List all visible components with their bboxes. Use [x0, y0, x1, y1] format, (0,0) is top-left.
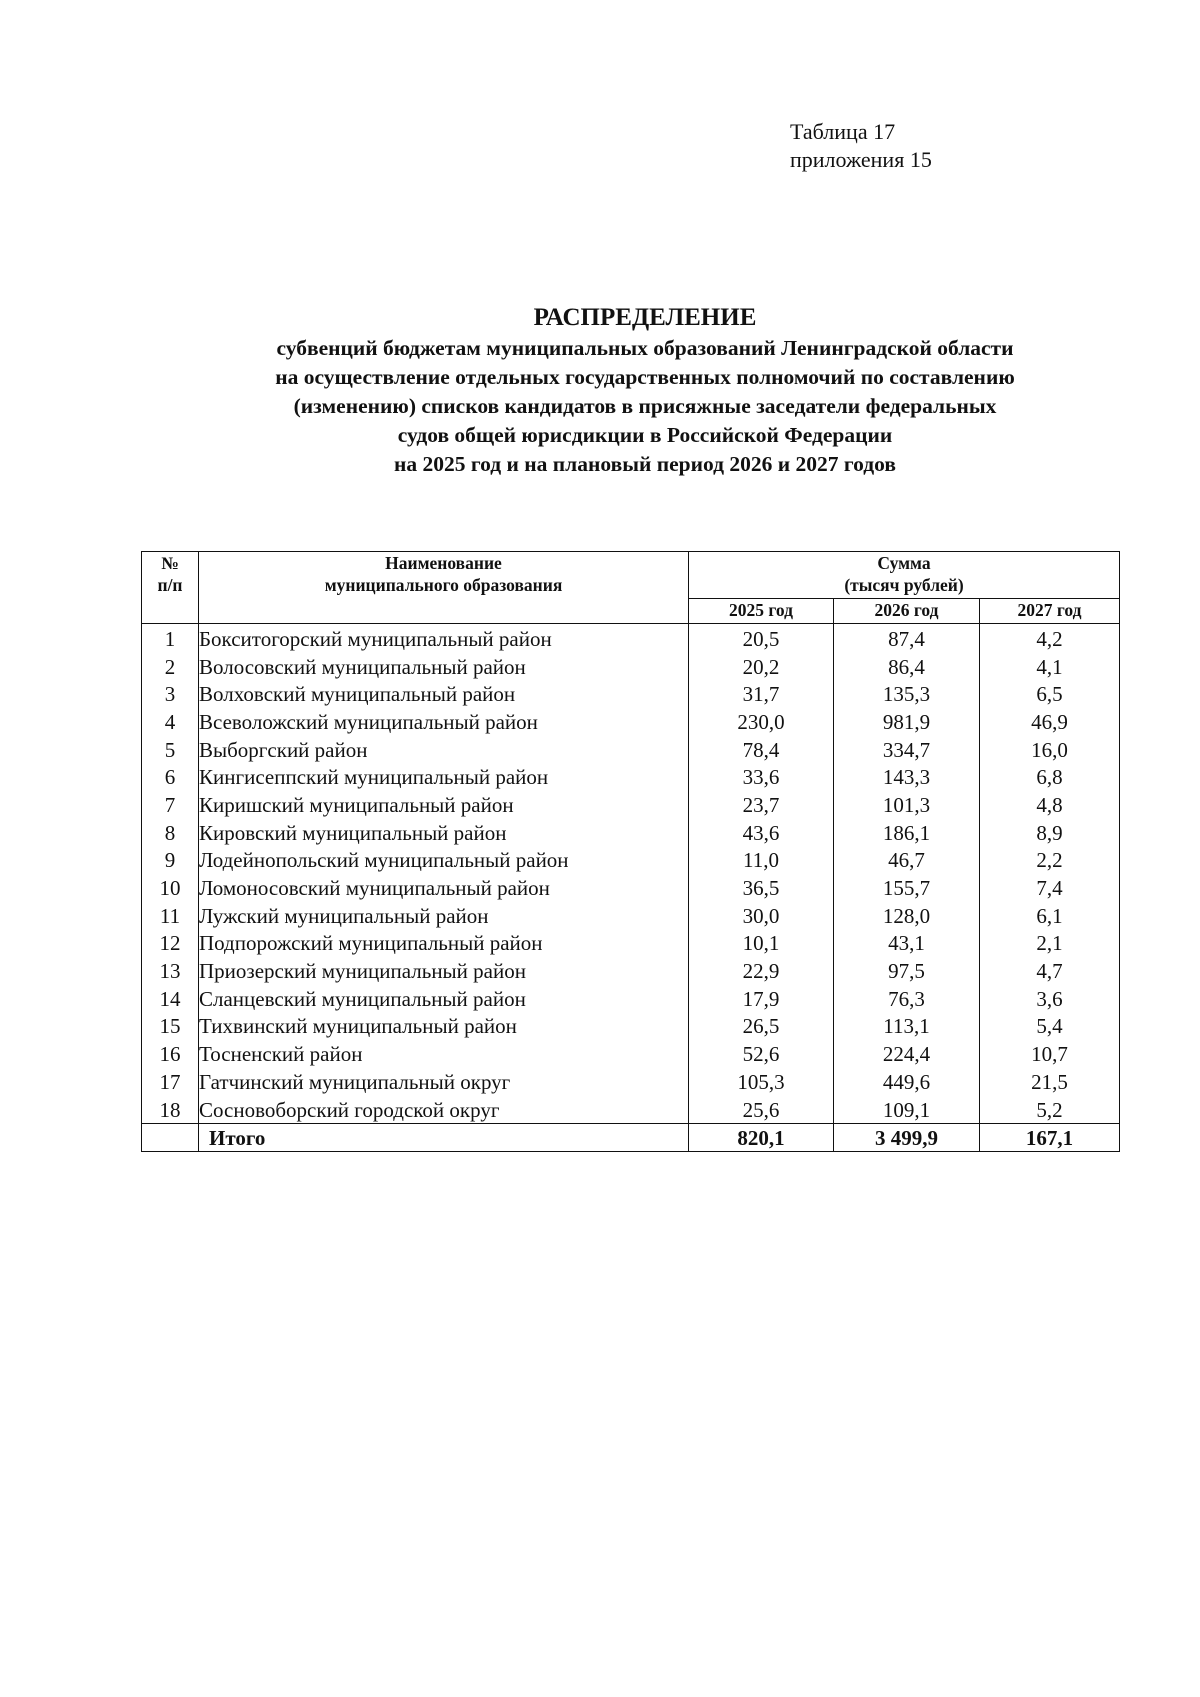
amount-2025: 17,9 [689, 985, 834, 1013]
row-number: 18 [142, 1096, 199, 1124]
municipality-name: Всеволожский муниципальный район [199, 708, 689, 736]
amount-2027: 4,7 [980, 957, 1120, 985]
header-year-2027: 2027 год [980, 599, 1120, 624]
amount-2027: 4,2 [980, 624, 1120, 653]
total-2025: 820,1 [689, 1124, 834, 1152]
row-number: 3 [142, 680, 199, 708]
row-number: 9 [142, 847, 199, 875]
row-number: 2 [142, 653, 199, 681]
amount-2025: 30,0 [689, 902, 834, 930]
row-number: 10 [142, 874, 199, 902]
amount-2027: 21,5 [980, 1068, 1120, 1096]
subtitle-line-4: судов общей юрисдикции в Российской Федерации [397, 423, 893, 447]
municipality-name: Сланцевский муниципальный район [199, 985, 689, 1013]
amount-2025: 20,5 [689, 624, 834, 653]
amount-2025: 31,7 [689, 680, 834, 708]
table-row [142, 1013, 1120, 1041]
total-2027: 167,1 [980, 1124, 1120, 1152]
table-row [142, 985, 1120, 1013]
appendix-reference: приложения 15 [790, 147, 932, 172]
header-number-abbrev: п/п [157, 575, 183, 595]
amount-2026: 113,1 [834, 1013, 980, 1041]
table-row [142, 708, 1120, 736]
row-number: 8 [142, 819, 199, 847]
amount-2026: 135,3 [834, 680, 980, 708]
amount-2027: 2,2 [980, 847, 1120, 875]
row-number: 6 [142, 763, 199, 791]
subtitle-line-2: на осуществление отдельных государственных полномочий по составлению [275, 365, 1015, 389]
amount-2026: 97,5 [834, 957, 980, 985]
header-sum [689, 552, 1120, 599]
table-row [142, 624, 1120, 653]
municipality-name: Лужский муниципальный район [199, 902, 689, 930]
municipality-name: Подпорожский муниципальный район [199, 930, 689, 958]
amount-2027: 5,4 [980, 1013, 1120, 1041]
table-footer [142, 1124, 1120, 1152]
header-number [142, 552, 199, 624]
municipality-name: Тихвинский муниципальный район [199, 1013, 689, 1041]
header-number-symbol: № [161, 553, 179, 573]
distribution-table [141, 551, 1120, 1152]
table-row [142, 653, 1120, 681]
row-number: 15 [142, 1013, 199, 1041]
amount-2026: 109,1 [834, 1096, 980, 1124]
header-name [199, 552, 689, 624]
amount-2026: 101,3 [834, 791, 980, 819]
row-number: 17 [142, 1068, 199, 1096]
row-number: 7 [142, 791, 199, 819]
municipality-name: Ломоносовский муниципальный район [199, 874, 689, 902]
header-sum-line-1: Сумма [877, 553, 931, 573]
table-row [142, 847, 1120, 875]
amount-2025: 11,0 [689, 847, 834, 875]
row-number: 14 [142, 985, 199, 1013]
table-row [142, 819, 1120, 847]
table-header [142, 552, 1120, 624]
municipality-name: Бокситогорский муниципальный район [199, 624, 689, 653]
document-heading [140, 302, 1150, 479]
row-number: 11 [142, 902, 199, 930]
amount-2025: 52,6 [689, 1040, 834, 1068]
municipality-name: Гатчинский муниципальный округ [199, 1068, 689, 1096]
amount-2025: 20,2 [689, 653, 834, 681]
amount-2026: 46,7 [834, 847, 980, 875]
municipality-name: Выборгский район [199, 736, 689, 764]
page-title: РАСПРЕДЕЛЕНИЕ [533, 304, 757, 331]
amount-2027: 46,9 [980, 708, 1120, 736]
amount-2027: 10,7 [980, 1040, 1120, 1068]
total-label: Итого [199, 1124, 689, 1152]
municipality-name: Приозерский муниципальный район [199, 957, 689, 985]
municipality-name: Кировский муниципальный район [199, 819, 689, 847]
table-row [142, 736, 1120, 764]
total-2026: 3 499,9 [834, 1124, 980, 1152]
amount-2026: 86,4 [834, 653, 980, 681]
municipality-name: Киришский муниципальный район [199, 791, 689, 819]
header-year-2025: 2025 год [689, 599, 834, 624]
amount-2025: 43,6 [689, 819, 834, 847]
amount-2026: 143,3 [834, 763, 980, 791]
total-number-cell [142, 1124, 199, 1152]
amount-2025: 33,6 [689, 763, 834, 791]
amount-2027: 3,6 [980, 985, 1120, 1013]
header-name-line-1: Наименование [385, 553, 502, 573]
amount-2026: 981,9 [834, 708, 980, 736]
municipality-name: Волосовский муниципальный район [199, 653, 689, 681]
amount-2026: 224,4 [834, 1040, 980, 1068]
amount-2025: 22,9 [689, 957, 834, 985]
row-number: 4 [142, 708, 199, 736]
row-number: 13 [142, 957, 199, 985]
municipality-name: Волховский муниципальный район [199, 680, 689, 708]
header-year-2026: 2026 год [834, 599, 980, 624]
subtitle-line-3: (изменению) списков кандидатов в присяжные заседатели федеральных [293, 394, 997, 418]
amount-2026: 128,0 [834, 902, 980, 930]
row-number: 1 [142, 624, 199, 653]
amount-2025: 78,4 [689, 736, 834, 764]
amount-2027: 16,0 [980, 736, 1120, 764]
amount-2027: 4,8 [980, 791, 1120, 819]
table-row [142, 763, 1120, 791]
amount-2026: 186,1 [834, 819, 980, 847]
amount-2026: 155,7 [834, 874, 980, 902]
table-row [142, 957, 1120, 985]
row-number: 12 [142, 930, 199, 958]
amount-2027: 7,4 [980, 874, 1120, 902]
amount-2027: 5,2 [980, 1096, 1120, 1124]
table-row [142, 791, 1120, 819]
municipality-name: Тосненский район [199, 1040, 689, 1068]
amount-2026: 76,3 [834, 985, 980, 1013]
amount-2027: 8,9 [980, 819, 1120, 847]
header-name-line-2: муниципального образования [324, 575, 563, 595]
row-number: 5 [142, 736, 199, 764]
amount-2025: 10,1 [689, 930, 834, 958]
amount-2025: 105,3 [689, 1068, 834, 1096]
amount-2027: 4,1 [980, 653, 1120, 681]
total-row [142, 1124, 1120, 1152]
table-number: Таблица 17 [790, 119, 896, 144]
municipality-name: Лодейнопольский муниципальный район [199, 847, 689, 875]
table-row [142, 1040, 1120, 1068]
amount-2026: 87,4 [834, 624, 980, 653]
row-number: 16 [142, 1040, 199, 1068]
amount-2025: 23,7 [689, 791, 834, 819]
amount-2025: 26,5 [689, 1013, 834, 1041]
table-body [142, 624, 1120, 1124]
header-sum-unit: (тысяч рублей) [844, 575, 964, 595]
amount-2026: 334,7 [834, 736, 980, 764]
amount-2025: 230,0 [689, 708, 834, 736]
amount-2027: 6,1 [980, 902, 1120, 930]
table-row [142, 930, 1120, 958]
table-row [142, 902, 1120, 930]
table-row [142, 680, 1120, 708]
table-row [142, 1068, 1120, 1096]
table-reference [790, 118, 932, 174]
subtitle-line-1: субвенций бюджетам муниципальных образований Ленинградской области [276, 336, 1014, 360]
amount-2027: 2,1 [980, 930, 1120, 958]
table-row [142, 874, 1120, 902]
amount-2026: 449,6 [834, 1068, 980, 1096]
table-row [142, 1096, 1120, 1124]
municipality-name: Кингисеппский муниципальный район [199, 763, 689, 791]
amount-2027: 6,5 [980, 680, 1120, 708]
municipality-name: Сосновоборский городской округ [199, 1096, 689, 1124]
amount-2025: 36,5 [689, 874, 834, 902]
subtitle-line-5: на 2025 год и на плановый период 2026 и 2027 годов [394, 452, 896, 476]
amount-2027: 6,8 [980, 763, 1120, 791]
amount-2026: 43,1 [834, 930, 980, 958]
amount-2025: 25,6 [689, 1096, 834, 1124]
